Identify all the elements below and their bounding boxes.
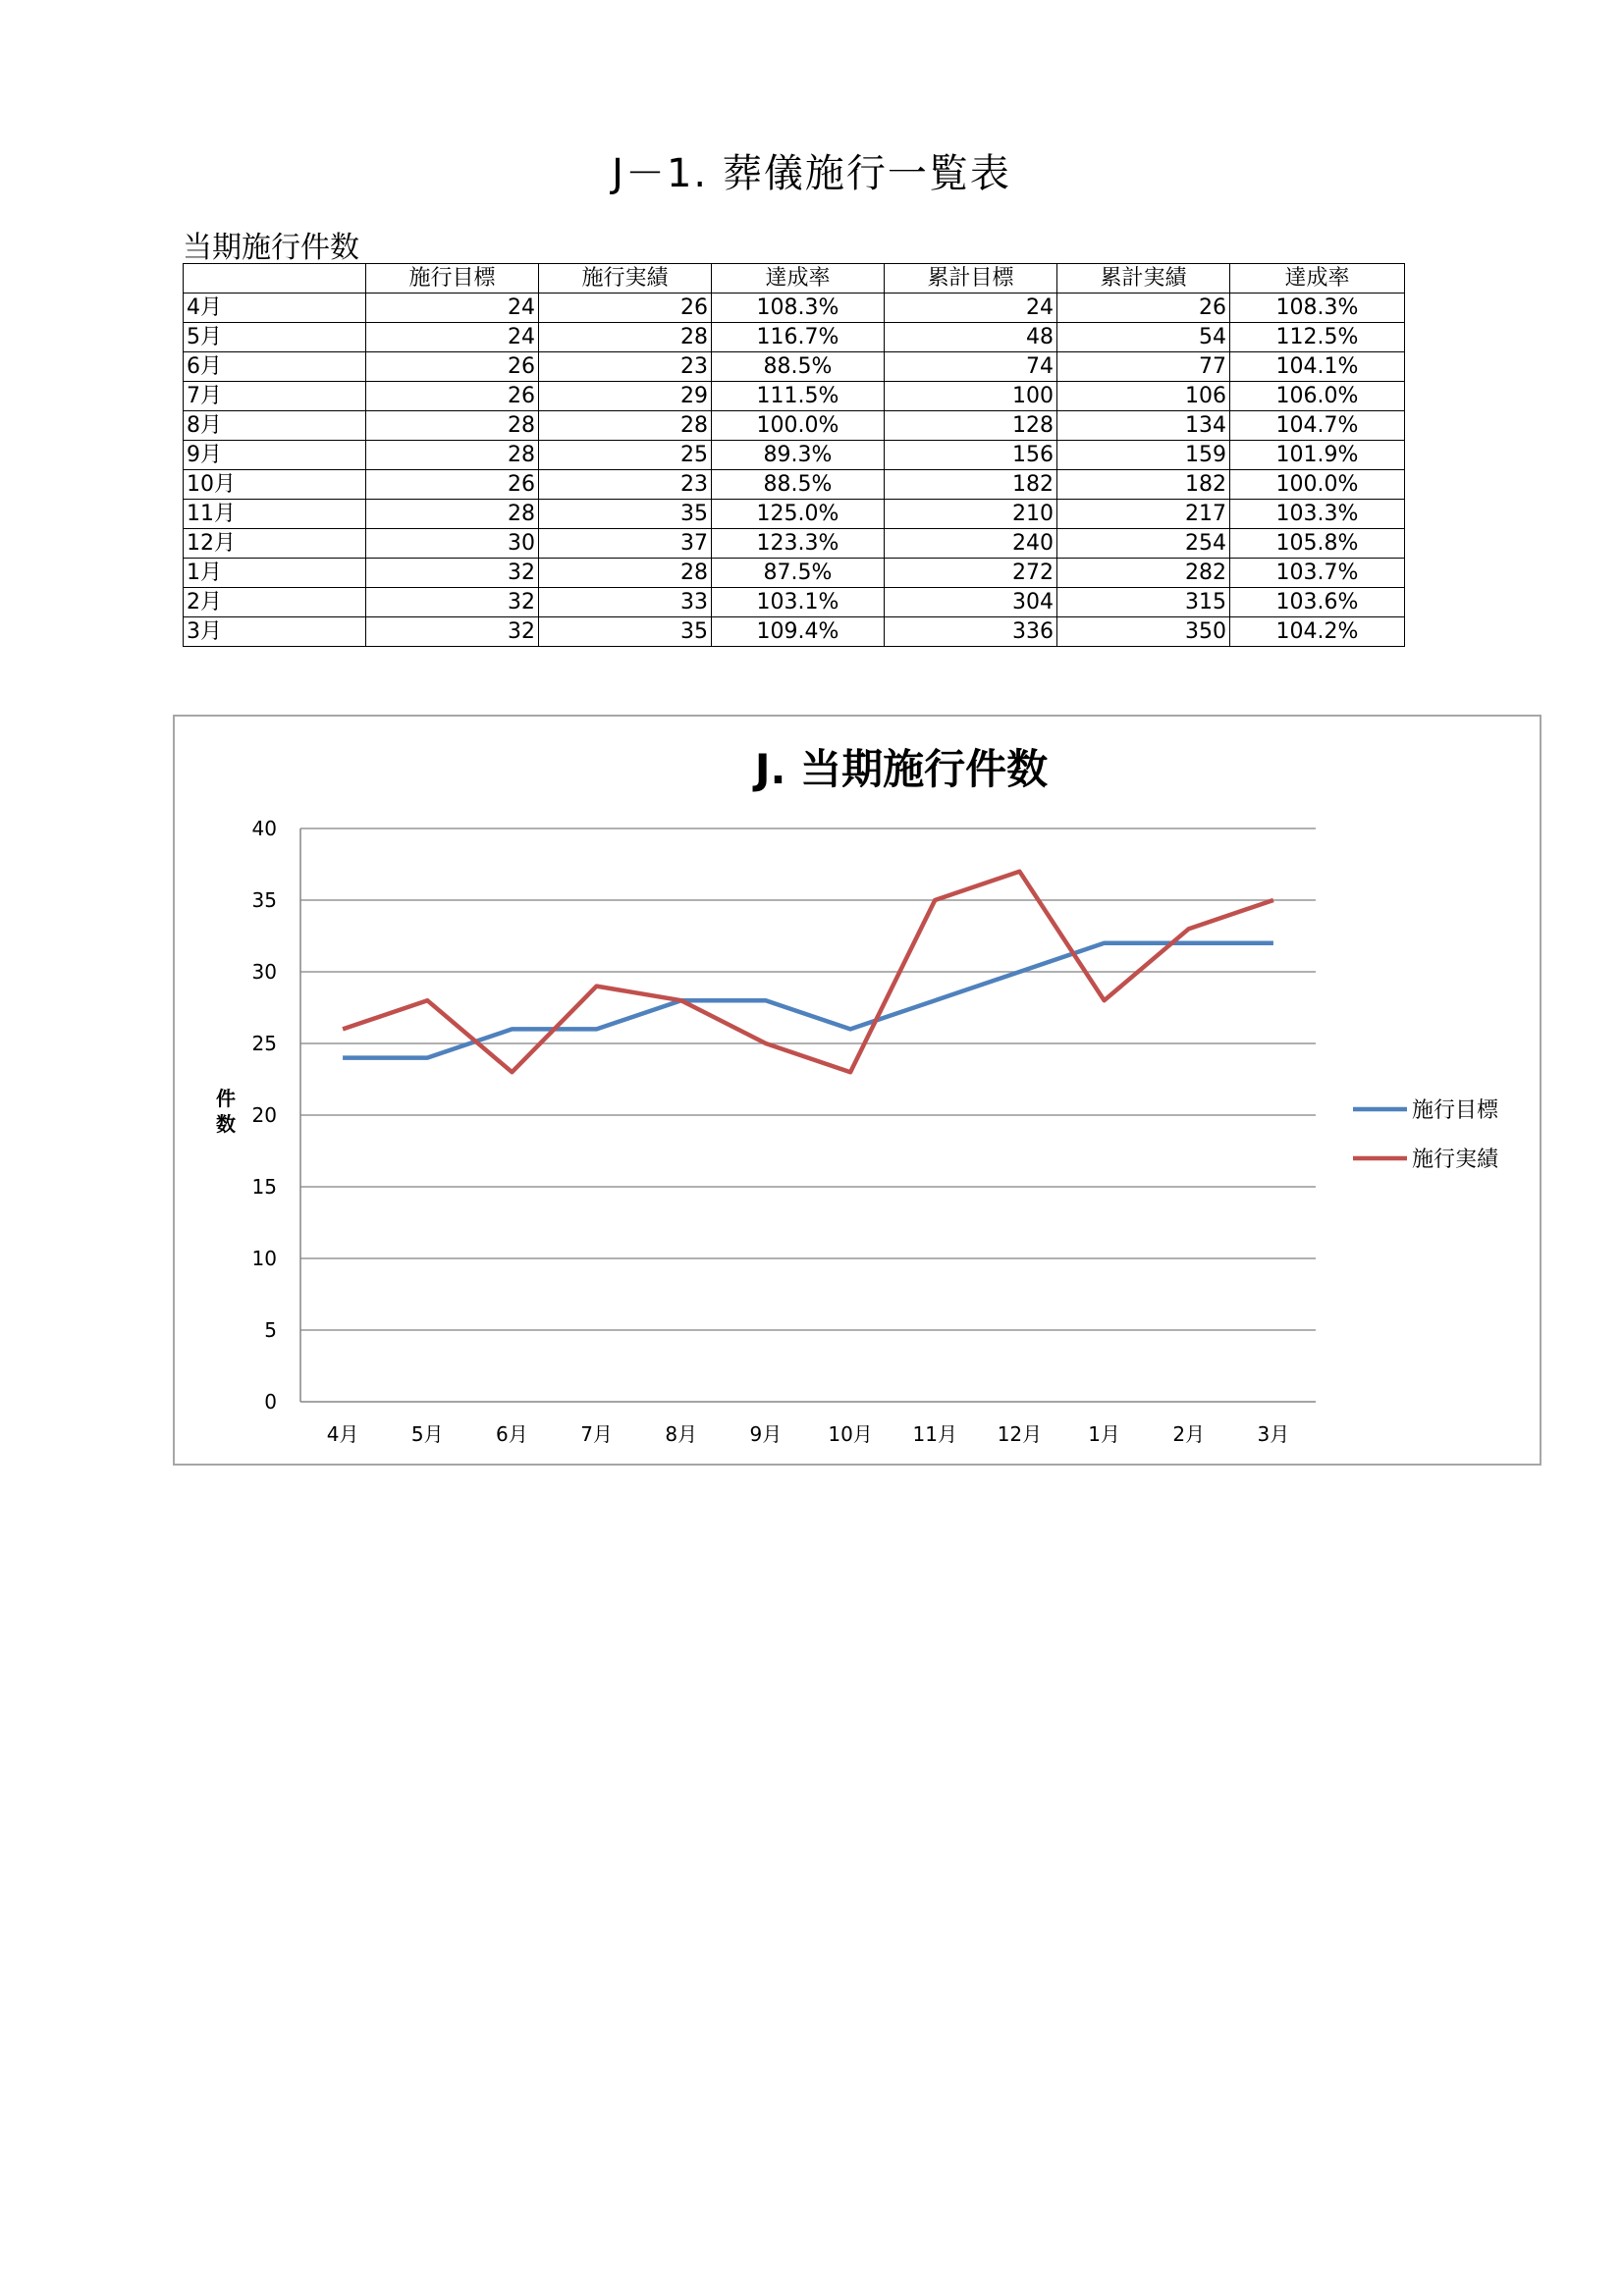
table-cell: 77 — [1057, 352, 1230, 382]
table-cell: 182 — [885, 470, 1057, 500]
table-cell-month: 5月 — [184, 323, 366, 352]
table-cell: 54 — [1057, 323, 1230, 352]
table-cell-month: 4月 — [184, 294, 366, 323]
table-cell-month: 10月 — [184, 470, 366, 500]
table-cell: 26 — [539, 294, 712, 323]
table-header-cell: 累計目標 — [885, 264, 1057, 294]
x-tick-label: 8月 — [665, 1422, 698, 1446]
table-cell: 88.5% — [712, 352, 885, 382]
table-cell: 28 — [366, 441, 539, 470]
legend-label: 施行目標 — [1412, 1098, 1499, 1123]
table-cell: 26 — [366, 352, 539, 382]
x-tick-label: 3月 — [1257, 1422, 1290, 1446]
table-cell: 103.1% — [712, 588, 885, 617]
chart-title: J. 当期施行件数 — [754, 745, 1049, 793]
table-header-cell: 達成率 — [712, 264, 885, 294]
table-cell: 134 — [1057, 411, 1230, 441]
table-cell: 30 — [366, 529, 539, 559]
table-cell: 182 — [1057, 470, 1230, 500]
document-title: J－1. 葬儀施行一覧表 — [612, 151, 1011, 196]
table-row — [184, 323, 1405, 352]
table-cell: 123.3% — [712, 529, 885, 559]
table-cell: 104.7% — [1230, 411, 1405, 441]
table-cell: 26 — [366, 382, 539, 411]
table-cell-month: 7月 — [184, 382, 366, 411]
table-cell: 254 — [1057, 529, 1230, 559]
table-cell: 217 — [1057, 500, 1230, 529]
table-cell-month: 2月 — [184, 588, 366, 617]
table-cell: 28 — [539, 323, 712, 352]
table-cell: 26 — [366, 470, 539, 500]
table-cell: 103.6% — [1230, 588, 1405, 617]
table-cell: 29 — [539, 382, 712, 411]
table-row — [184, 559, 1405, 588]
x-tick-label: 4月 — [326, 1422, 359, 1446]
table-cell: 282 — [1057, 559, 1230, 588]
table-cell: 37 — [539, 529, 712, 559]
table-cell: 23 — [539, 352, 712, 382]
table-header-cell — [184, 264, 366, 294]
table-cell: 336 — [885, 617, 1057, 647]
table-cell: 106 — [1057, 382, 1230, 411]
y-tick-label: 0 — [264, 1390, 277, 1414]
table-cell: 24 — [366, 323, 539, 352]
table-cell: 111.5% — [712, 382, 885, 411]
table-cell: 304 — [885, 588, 1057, 617]
table-header-cell: 施行目標 — [366, 264, 539, 294]
table-cell: 32 — [366, 559, 539, 588]
table-cell: 48 — [885, 323, 1057, 352]
table-cell: 88.5% — [712, 470, 885, 500]
table-row — [184, 411, 1405, 441]
table-cell: 272 — [885, 559, 1057, 588]
y-tick-label: 25 — [251, 1032, 277, 1055]
table-cell-month: 1月 — [184, 559, 366, 588]
y-tick-label: 35 — [251, 888, 277, 912]
table-cell: 25 — [539, 441, 712, 470]
table-row — [184, 588, 1405, 617]
y-tick-label: 10 — [251, 1247, 277, 1270]
table-row — [184, 294, 1405, 323]
y-axis-label: 件数 — [216, 1087, 236, 1136]
table-cell: 100.0% — [1230, 470, 1405, 500]
y-tick-label: 30 — [251, 960, 277, 984]
table-cell: 87.5% — [712, 559, 885, 588]
table-cell: 35 — [539, 617, 712, 647]
table-cell: 240 — [885, 529, 1057, 559]
x-tick-label: 7月 — [580, 1422, 613, 1446]
table-cell: 89.3% — [712, 441, 885, 470]
table-cell: 156 — [885, 441, 1057, 470]
table-body — [184, 294, 1405, 647]
table-cell: 101.9% — [1230, 441, 1405, 470]
table-cell-month: 11月 — [184, 500, 366, 529]
table-cell: 35 — [539, 500, 712, 529]
legend-label: 施行実績 — [1412, 1148, 1499, 1172]
table-header-cell: 達成率 — [1230, 264, 1405, 294]
table-cell: 100 — [885, 382, 1057, 411]
x-tick-label: 6月 — [496, 1422, 528, 1446]
x-tick-label: 2月 — [1172, 1422, 1206, 1446]
y-tick-label: 40 — [251, 817, 277, 840]
table-cell: 100.0% — [712, 411, 885, 441]
table-cell: 128 — [885, 411, 1057, 441]
table-cell: 116.7% — [712, 323, 885, 352]
table-cell: 108.3% — [712, 294, 885, 323]
table-cell: 350 — [1057, 617, 1230, 647]
table-header-row — [184, 264, 1405, 294]
summary-table — [183, 263, 1405, 647]
table-cell-month: 8月 — [184, 411, 366, 441]
x-tick-label: 5月 — [410, 1422, 444, 1446]
x-tick-label: 9月 — [749, 1422, 783, 1446]
table-cell: 105.8% — [1230, 529, 1405, 559]
table-cell-month: 3月 — [184, 617, 366, 647]
table-cell: 28 — [366, 500, 539, 529]
table-cell: 112.5% — [1230, 323, 1405, 352]
table-cell: 24 — [366, 294, 539, 323]
table-cell: 106.0% — [1230, 382, 1405, 411]
table-cell: 103.7% — [1230, 559, 1405, 588]
section-title: 当期施行件数 — [183, 231, 359, 265]
table-cell-month: 9月 — [184, 441, 366, 470]
table-row — [184, 352, 1405, 382]
table-cell-month: 12月 — [184, 529, 366, 559]
table-row — [184, 529, 1405, 559]
x-tick-label: 1月 — [1088, 1422, 1120, 1446]
table-cell: 104.1% — [1230, 352, 1405, 382]
table-cell: 159 — [1057, 441, 1230, 470]
x-tick-label: 10月 — [828, 1422, 873, 1446]
chart-frame — [173, 715, 1542, 1466]
table-cell: 28 — [366, 411, 539, 441]
y-tick-label: 20 — [251, 1103, 277, 1127]
table-cell: 32 — [366, 588, 539, 617]
table-row — [184, 441, 1405, 470]
table-cell: 315 — [1057, 588, 1230, 617]
table-cell: 74 — [885, 352, 1057, 382]
table-row — [184, 500, 1405, 529]
x-tick-label: 12月 — [997, 1422, 1043, 1446]
table-row — [184, 382, 1405, 411]
table-row — [184, 617, 1405, 647]
table-cell: 108.3% — [1230, 294, 1405, 323]
table-cell: 32 — [366, 617, 539, 647]
table-cell: 33 — [539, 588, 712, 617]
table-cell: 109.4% — [712, 617, 885, 647]
table-row — [184, 470, 1405, 500]
table-header-cell: 施行実績 — [539, 264, 712, 294]
table-cell-month: 6月 — [184, 352, 366, 382]
table-cell: 103.3% — [1230, 500, 1405, 529]
table-cell: 23 — [539, 470, 712, 500]
table-cell: 28 — [539, 559, 712, 588]
table-cell: 28 — [539, 411, 712, 441]
x-tick-label: 11月 — [912, 1422, 957, 1446]
line-chart — [175, 717, 1540, 1464]
table-cell: 26 — [1057, 294, 1230, 323]
table-header-cell: 累計実績 — [1057, 264, 1230, 294]
y-tick-label: 15 — [251, 1175, 277, 1199]
table-cell: 24 — [885, 294, 1057, 323]
table-cell: 104.2% — [1230, 617, 1405, 647]
table-cell: 125.0% — [712, 500, 885, 529]
series-line-1 — [343, 943, 1273, 1058]
y-tick-label: 5 — [264, 1318, 277, 1342]
table-cell: 210 — [885, 500, 1057, 529]
